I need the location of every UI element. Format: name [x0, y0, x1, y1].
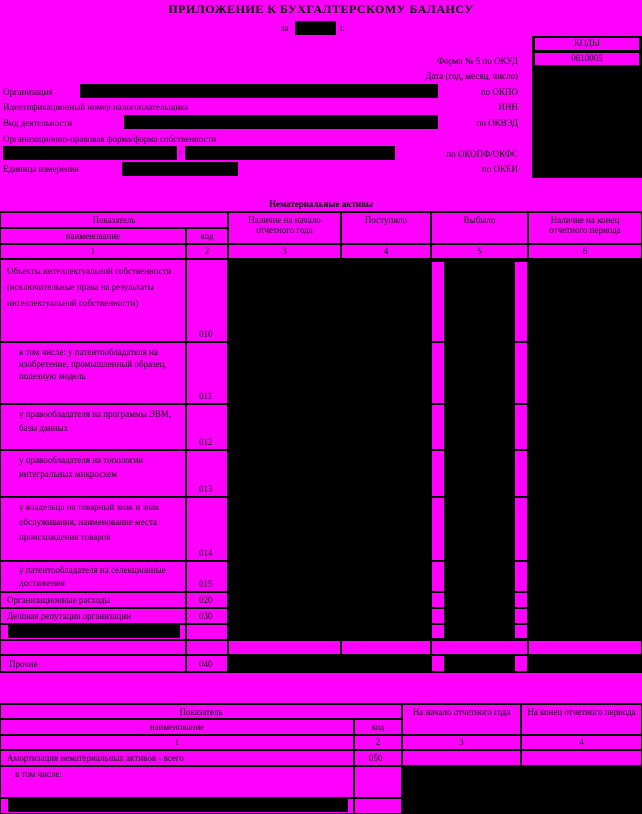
- section-separator: [0, 673, 642, 703]
- org-field[interactable]: [80, 84, 438, 98]
- codes-header: КОДЫ: [535, 38, 639, 50]
- disposed-bracket-left-040: [432, 656, 444, 671]
- row-divider: [432, 449, 444, 451]
- unit-label: Единица измерения: [3, 164, 79, 174]
- t1-head-end: Наличие на конец отчетного периода: [529, 213, 641, 243]
- t2-head-end: На конец отчетного периода: [522, 705, 641, 734]
- t1-row-code: 013: [187, 451, 227, 496]
- t1-blank-start[interactable]: [229, 641, 340, 654]
- form-line: Форма № 5 по ОКУД: [437, 56, 518, 66]
- t1-row-code: 012: [187, 405, 227, 449]
- t1-row-name: у владельца на товарный знак и знак обслуживания, наименование места происхождения товаров: [1, 498, 185, 560]
- t1-blank-end[interactable]: [529, 641, 641, 654]
- org-label: Организация: [3, 87, 53, 97]
- t2-amort-start[interactable]: [403, 751, 520, 765]
- t1-row-name: [1, 641, 185, 654]
- t1-num-2: 2: [187, 245, 227, 258]
- disposed-bracket-right-040: [515, 656, 527, 671]
- period-input[interactable]: [295, 21, 336, 35]
- t1-row-name: у правообладателя на топологии интегральных микросхем: [1, 451, 185, 496]
- row-divider: [432, 560, 444, 562]
- row-divider: [515, 560, 527, 562]
- row-divider: [432, 607, 444, 609]
- activity-code-label: по ОКВЭД: [476, 118, 518, 128]
- t1-head-received: Поступило: [342, 213, 430, 243]
- legal-form-field-b[interactable]: [185, 146, 395, 160]
- t1-custom-row-input[interactable]: [8, 625, 180, 638]
- t1-num-1: 1: [1, 245, 185, 258]
- t2-row-code: [355, 799, 401, 813]
- inn-code-label: ИНН: [498, 102, 518, 112]
- t1-num-4: 4: [342, 245, 430, 258]
- t1-row-code: 010: [187, 260, 227, 341]
- t1-row-name: Прочие: [1, 656, 185, 671]
- unit-field[interactable]: [122, 162, 238, 176]
- legal-code-label: по ОКОПФ/ОКФС: [446, 149, 518, 159]
- t2-head-code: код: [355, 720, 401, 734]
- t2-head-start: На начало отчетного года: [403, 705, 520, 734]
- row-divider: [515, 607, 527, 609]
- t1-row-name: Деловая репутация организации: [1, 609, 185, 623]
- t1-row-code: 015: [187, 562, 227, 591]
- t1-row-name: Объекты интеллектуальной собственности (исключительные права на результаты интеллектуальной собственности): [1, 260, 185, 341]
- t1-blank-disposed[interactable]: [432, 641, 527, 654]
- date-line: Дата (год, месяц, число): [425, 71, 518, 81]
- row-divider: [432, 623, 444, 625]
- row-divider: [515, 591, 527, 593]
- t2-row-code: [355, 767, 401, 797]
- period-prefix: за: [281, 23, 289, 33]
- section-title-intangibles: Нематериальные активы: [269, 199, 373, 209]
- row-divider: [515, 403, 527, 405]
- row-divider: [515, 449, 527, 451]
- row-divider: [515, 341, 527, 343]
- t2-amort-end[interactable]: [522, 751, 641, 765]
- row-divider: [515, 623, 527, 625]
- row-divider: [432, 591, 444, 593]
- t1-row-code: 020: [187, 593, 227, 607]
- t1-row-code: 011: [187, 343, 227, 403]
- t2-head-indicator: Показатель: [1, 705, 401, 718]
- legal-form-field-a[interactable]: [3, 146, 177, 160]
- t1-row-name: Организационные расходы: [1, 593, 185, 607]
- period-suffix: г.: [340, 23, 345, 33]
- t1-head-indicator: Показатель: [1, 213, 227, 227]
- t1-head-start: Наличие на начало отчетного года: [229, 213, 340, 243]
- legal-form-label: Организационно-правовая форма/форма собственности: [3, 134, 217, 144]
- t2-custom-row-input[interactable]: [8, 799, 348, 812]
- t1-row-name: у правообладателя на программы ЭВМ, базы данных: [1, 405, 185, 449]
- t1-blank-received[interactable]: [342, 641, 430, 654]
- t2-head-name: наименование: [1, 720, 353, 734]
- t1-row-name: у патентообладателя на селекционные достижения: [1, 562, 185, 591]
- row-divider: [432, 341, 444, 343]
- t1-num-5: 5: [432, 245, 527, 258]
- t2-num-3: 3: [403, 736, 520, 749]
- t1-row-code: 014: [187, 498, 227, 560]
- activity-field[interactable]: [124, 115, 438, 129]
- t1-row-code: 030: [187, 609, 227, 623]
- t2-num-2: 2: [355, 736, 401, 749]
- row-divider: [432, 496, 444, 498]
- t1-row-code: [187, 641, 227, 654]
- legal-form-slash: /: [179, 148, 182, 158]
- okud-code: 0610005: [535, 53, 639, 65]
- inn-label: Идентификационный номер налогоплательщика: [3, 102, 189, 112]
- t1-row-code: 040: [187, 656, 227, 671]
- t2-row-name: в том числе:: [1, 767, 353, 797]
- t2-num-4: 4: [522, 736, 641, 749]
- unit-code-label: по ОКЕИ: [481, 164, 518, 174]
- t1-head-name: наименование: [1, 229, 185, 243]
- t1-head-code: код: [187, 229, 227, 243]
- page-title: ПРИЛОЖЕНИЕ К БУХГАЛТЕРСКОМУ БАЛАНСУ: [168, 2, 474, 16]
- t1-row-code: [187, 625, 227, 639]
- t2-row-code: 050: [355, 751, 401, 765]
- t2-row-name: Амортизация нематериальных активов - всего: [1, 751, 353, 765]
- t1-row-name: в том числе: у патентообладателя на изобретение, промышленный образец, полезную модель: [1, 343, 185, 403]
- activity-label: Вид деятельности: [3, 118, 73, 128]
- row-divider: [515, 496, 527, 498]
- t2-num-1: 1: [1, 736, 353, 749]
- org-code-label: по ОКПО: [480, 87, 518, 97]
- t1-num-6: 6: [529, 245, 641, 258]
- t1-head-disposed: Выбыло: [432, 213, 527, 243]
- t1-num-3: 3: [229, 245, 340, 258]
- row-divider: [432, 403, 444, 405]
